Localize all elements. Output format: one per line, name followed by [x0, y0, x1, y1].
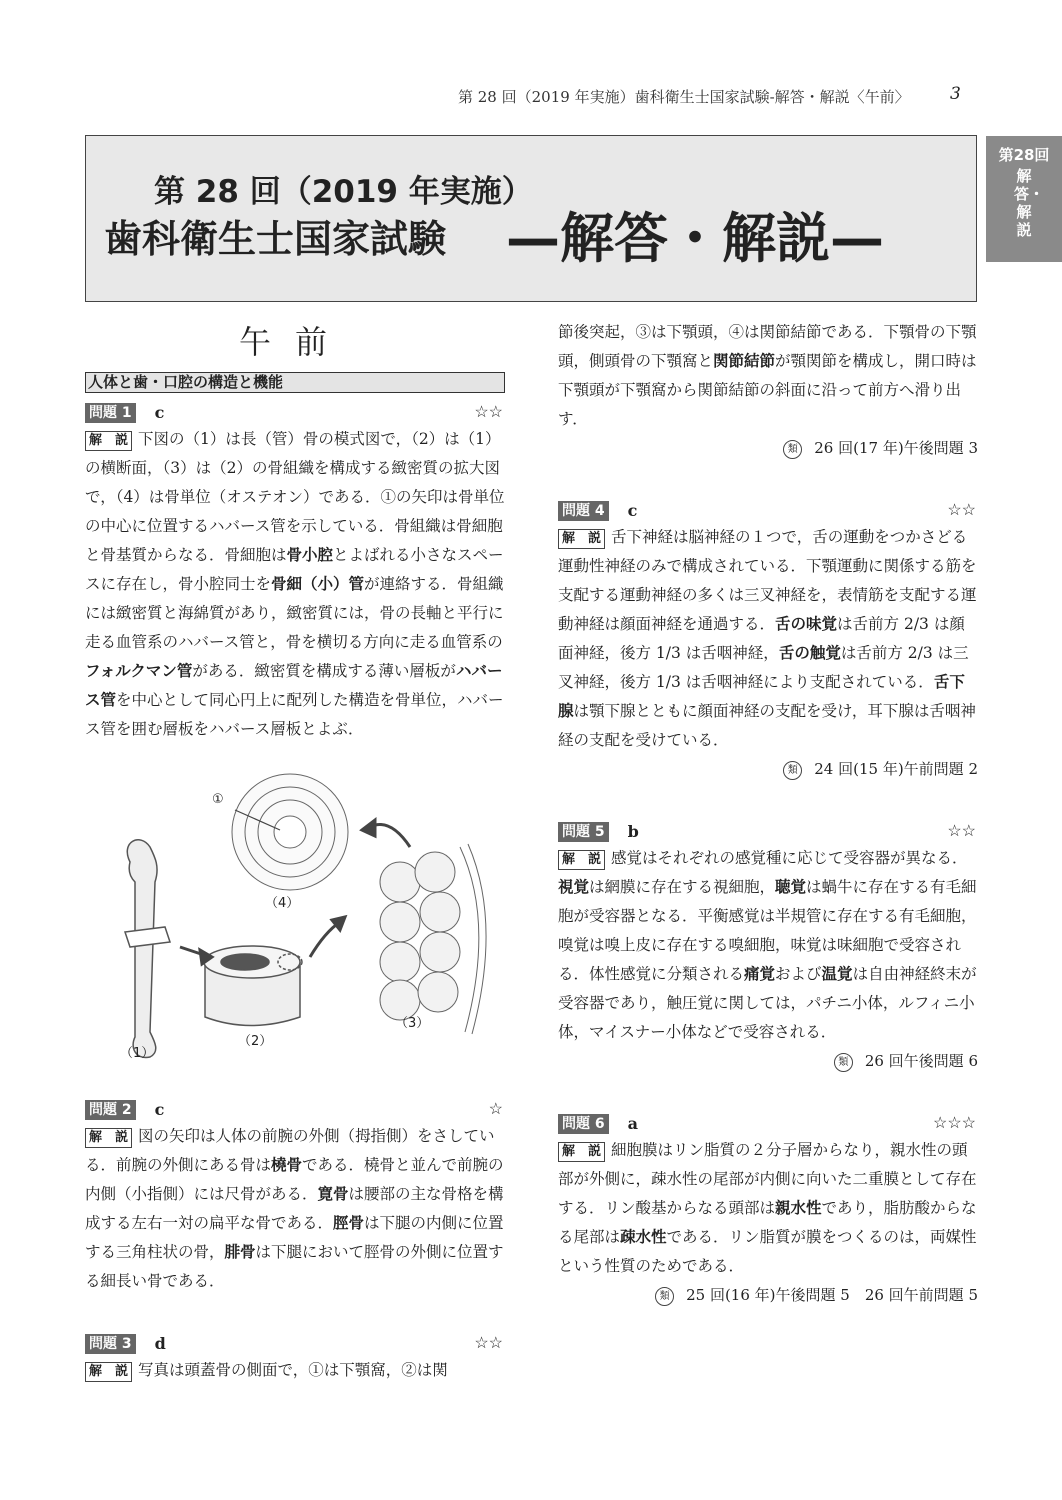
q3-text-2: が顎関節を構成し，開口時は下顎頭が下顎窩から関節結節の斜面に沿って前方へ滑り出す． — [558, 352, 977, 428]
q4-text-0: 舌下神経は脳神経の１つで，舌の運動をつかさどる運動性神経のみで構成されている．下顎運動に関係する筋を支配する運動神経の多くは三叉神経を，表情筋を支配する運動神経は顔面神経を通過する． — [558, 528, 977, 633]
kaisetsu-badge: 解 説 — [85, 1362, 132, 1382]
q6-text-1: であり，脂肪酸からなる尾部は — [558, 1199, 977, 1246]
question-5-answer: b — [627, 822, 639, 841]
question-5-reference — [558, 1047, 978, 1076]
question-3-label: 問題 3 — [85, 1334, 136, 1354]
question-4-stars: ☆☆ — [947, 500, 976, 519]
question-4-explanation — [558, 523, 978, 755]
question-5-stars: ☆☆ — [947, 821, 976, 840]
q6-bold-0: 親水性 — [775, 1199, 822, 1217]
figure-marker: ① — [212, 792, 224, 807]
question-1-stars: ☆☆ — [474, 402, 503, 421]
kaisetsu-badge: 解 説 — [558, 529, 605, 549]
figure-label-1: （1） — [120, 1046, 155, 1061]
side-tab-line2: 解答・解説 — [1014, 167, 1045, 239]
question-3-header — [85, 1330, 505, 1356]
q2-text-1: である．橈骨と並んで前腕の内側（小指側）には尺骨がある． — [85, 1156, 504, 1203]
q1-text-4: を中心として同心円上に配列した構造を骨単位，ハバース管を囲む層板をハバース層板とよぶ． — [85, 691, 504, 738]
left-column-bottom — [85, 1096, 505, 1385]
q1-bold-2: フォルクマン管 — [85, 662, 193, 680]
q2-bold-0: 橈骨 — [271, 1156, 303, 1174]
question-3-stars: ☆☆ — [474, 1333, 503, 1352]
q1-text-1: とよばれる小さなスペースに存在し，骨小腔同士を — [85, 546, 504, 593]
q5-bold-1: 聴覚 — [775, 878, 807, 896]
osteon-illustration — [232, 774, 348, 890]
q6-text-0: 細胞膜はリン脂質の２分子層からなり，親水性の頭部が外側に，疎水性の尾部が内側に向いた二重膜として存在する．リン酸基からなる頭部は — [558, 1141, 977, 1217]
question-1-answer: c — [154, 403, 165, 422]
compact-bone-illustration — [380, 844, 486, 1034]
question-3-explanation-cont — [558, 318, 978, 434]
question-2-answer: c — [154, 1100, 165, 1119]
left-column — [85, 320, 505, 744]
bone-diagram-svg — [100, 772, 500, 1072]
q3-ref-text: 26 回(17 年)午後問題 3 — [814, 439, 978, 457]
q5-text-4: は自由神経終末が受容器であり，触圧覚に関しては，パチニ小体，ルフィニ小体，マイスナー小体などで受容される． — [558, 965, 977, 1041]
question-6-reference — [558, 1281, 978, 1310]
question-3-reference — [558, 434, 978, 463]
question-4-reference — [558, 755, 978, 784]
q2-text-0: 図の矢印は人体の前腕の外側（拇指側）をさしている．前腕の外側にある骨は — [85, 1127, 495, 1174]
q1-text-3: がある．緻密質を構成する薄い層板が — [192, 662, 456, 680]
question-3-explanation-start — [85, 1356, 505, 1385]
bone-structure-figure — [100, 772, 500, 1072]
q5-text-0: 感覚はそれぞれの感覚種に応じて受容器が異なる． — [611, 849, 968, 867]
right-column — [558, 318, 978, 1310]
q1-bold-1: 骨細（小）管 — [271, 575, 365, 593]
q5-ref-text: 26 回午後問題 6 — [864, 1052, 978, 1070]
long-bone-illustration — [125, 840, 170, 1058]
title-sub: 第 28 回（2019 年実施） — [154, 174, 533, 210]
q1-text-2: が連絡する．骨組織には緻密質と海綿質があり，緻密質には，骨の長軸と平行に走る血管系のハバース管と，骨を横切る方向に走る血管系の — [85, 575, 504, 651]
question-6-explanation — [558, 1136, 978, 1281]
q5-text-2: は蝸牛に存在する有毛細胞が受容器となる．平衡感覚は半規管に存在する有毛細胞，嗅覚は嗅上皮に存在する嗅細胞，味覚は味細胞で受容される．体性感覚に分類される — [558, 878, 977, 983]
question-1-header — [85, 399, 505, 425]
q6-ref-text: 25 回(16 年)午後問題 5 26 回午前問題 5 — [686, 1286, 978, 1304]
question-5-explanation — [558, 844, 978, 1047]
question-5-label: 問題 5 — [558, 822, 609, 842]
question-1-explanation — [85, 425, 505, 744]
kaisetsu-badge: 解 説 — [558, 850, 605, 870]
q2-text-2: は腰部の主な骨格を構成する左右一対の扁平な骨である． — [85, 1185, 504, 1232]
q6-text-2: である．リン脂質が膜をつくるのは，両媒性という性質のためである． — [558, 1228, 977, 1275]
q2-bold-1: 寛骨 — [317, 1185, 349, 1203]
q4-text-2: は舌前方 2/3 は三叉神経，後方 1/3 は舌咽神経により支配されている． — [558, 644, 969, 691]
q2-bold-3: 腓骨 — [224, 1243, 256, 1261]
rui-icon: 類 — [834, 1053, 853, 1072]
q4-bold-2: 舌下腺 — [558, 673, 965, 720]
question-5-header — [558, 818, 978, 844]
q6-bold-1: 疎水性 — [620, 1228, 667, 1246]
question-6-answer: a — [627, 1114, 638, 1133]
side-tab-line1: 第28回 — [998, 146, 1050, 164]
kaisetsu-badge: 解 説 — [85, 1128, 132, 1148]
question-2-stars: ☆ — [488, 1099, 503, 1118]
q1-text-0: 下図の（1）は長（管）骨の模式図で，（2）は（1）の横断面，（3）は（2）の骨組織を構成する緻密質の拡大図で，（4）は骨単位（オステオン）である．①の矢印は骨単位の中心に位置するハバース管を示している．骨組織は骨細胞と骨基質からなる．骨細胞は — [85, 430, 505, 564]
figure-label-4: （4） — [265, 896, 300, 911]
figure-label-2: （2） — [238, 1034, 273, 1049]
page-number: 3 — [950, 84, 961, 104]
question-2-header — [85, 1096, 505, 1122]
q4-bold-1: 舌の触覚 — [778, 644, 841, 662]
kaisetsu-badge: 解 説 — [558, 1142, 605, 1162]
question-4-label: 問題 4 — [558, 501, 609, 521]
title-right: —解答・解説— — [506, 207, 884, 270]
question-6-header — [558, 1110, 978, 1136]
question-4-answer: c — [627, 501, 638, 520]
title-main: 歯科衛生士国家試験 — [104, 217, 447, 261]
q3-text-0: 写真は頭蓋骨の側面で，①は下顎窩，②は関 — [138, 1361, 448, 1379]
q5-text-3: および — [775, 965, 822, 983]
q1-bold-3: ハバース管 — [85, 662, 503, 709]
q3-bold-0: 関節結節 — [713, 352, 776, 370]
q4-text-1: は舌前方 2/3 は顔面神経，後方 1/3 は舌咽神経， — [558, 615, 965, 662]
rui-icon: 類 — [783, 761, 802, 780]
subject-bar: 人体と歯・口腔の構造と機能 — [85, 372, 505, 393]
kaisetsu-badge: 解 説 — [85, 431, 132, 451]
running-header: 第 28 回（2019 年実施）歯科衛生士国家試験-解答・解説〈午前〉 — [458, 88, 910, 106]
rui-icon: 類 — [783, 440, 802, 459]
side-tab — [986, 136, 1062, 262]
question-2-label: 問題 2 — [85, 1100, 136, 1120]
q4-text-3: は顎下腺とともに顔面神経の支配を受け，耳下腺は舌咽神経の支配を受けている． — [558, 702, 976, 749]
q4-bold-0: 舌の味覚 — [775, 615, 838, 633]
question-1-label: 問題 1 — [85, 403, 136, 423]
q3-text-1: 節後突起，③は下顎頭，④は関節結節である．下顎骨の下顎頭，側頭骨の下顎窩と — [558, 323, 977, 370]
q1-bold-0: 骨小腔 — [286, 546, 334, 564]
rui-icon: 類 — [655, 1287, 674, 1306]
q5-bold-3: 温覚 — [821, 965, 853, 983]
q5-bold-0: 視覚 — [558, 878, 590, 896]
section-heading: 午前 — [238, 323, 351, 361]
question-3-answer: d — [154, 1334, 166, 1353]
question-4-header — [558, 497, 978, 523]
question-2-explanation — [85, 1122, 505, 1296]
q2-bold-2: 脛骨 — [333, 1214, 365, 1232]
question-6-stars: ☆☆☆ — [932, 1113, 976, 1132]
q5-bold-2: 痛覚 — [744, 965, 776, 983]
question-6-label: 問題 6 — [558, 1114, 609, 1134]
q2-text-3: は下腿の内側に位置する三角柱状の骨， — [85, 1214, 504, 1261]
figure-label-3: （3） — [395, 1016, 430, 1031]
q4-ref-text: 24 回(15 年)午前問題 2 — [814, 760, 978, 778]
bone-cross-section — [204, 946, 302, 1026]
title-box — [85, 135, 977, 302]
q2-text-4: は下腿において脛骨の外側に位置する細長い骨である． — [85, 1243, 504, 1290]
q5-text-1: は網膜に存在する視細胞， — [589, 878, 776, 896]
